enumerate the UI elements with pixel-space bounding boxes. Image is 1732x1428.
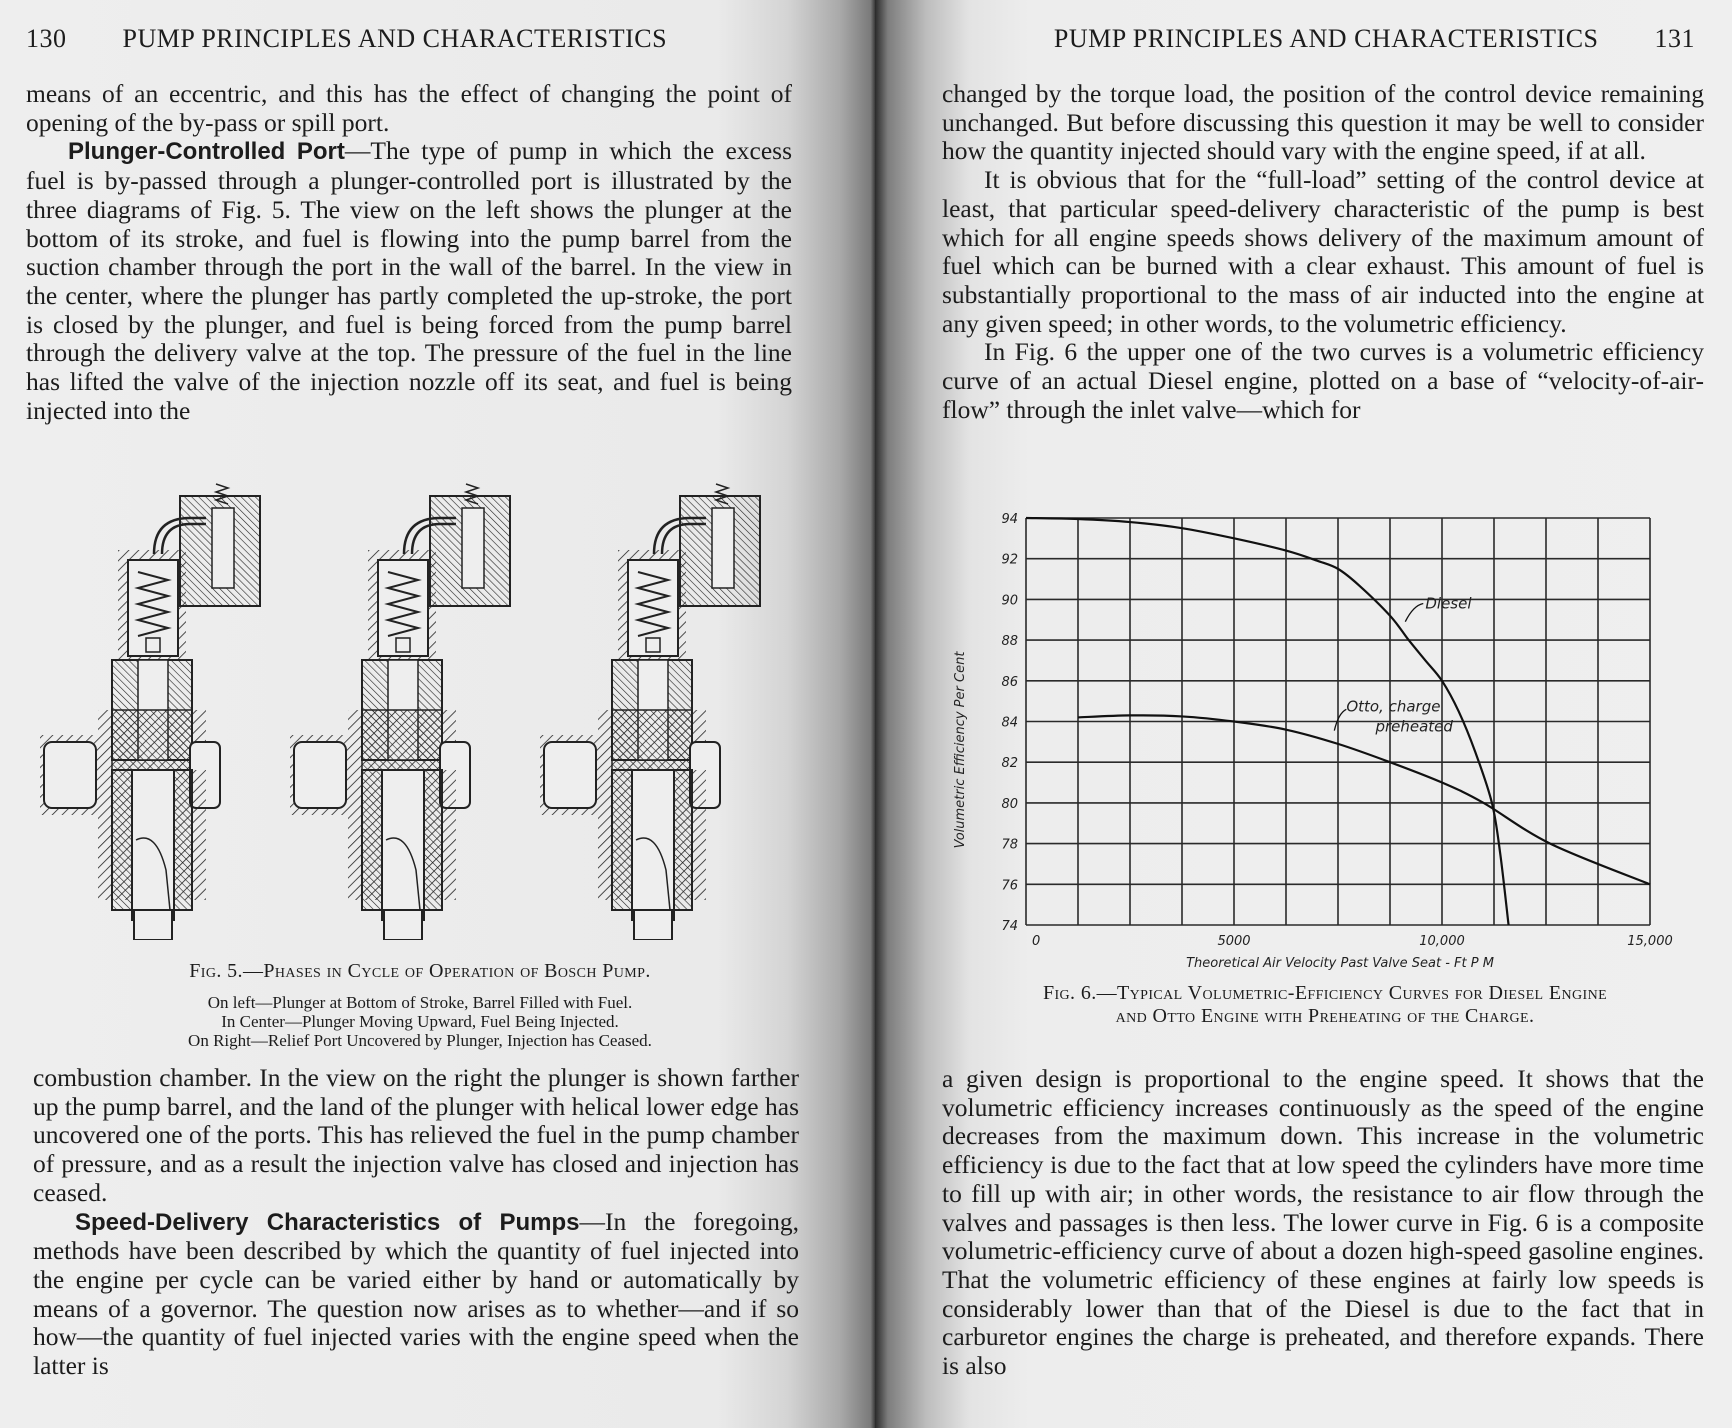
fig6-caption-line2: and Otto Engine with Preheating of the Charge. <box>1115 1005 1535 1027</box>
y-tick-label: 86 <box>1001 674 1018 690</box>
chart-grid <box>1026 518 1650 925</box>
x-tick-label: 10,000 <box>1419 934 1465 949</box>
series-line-otto <box>1078 715 1650 884</box>
paragraph: It is obvious that for the “full-load” setting of the control device at least, that particular speed-delivery characteristic of the pump is best which for all engine speeds shows delivery of the maximum amount of fuel which can be burned with a clear exhaust. This amount of fuel is substantially proportional to the mass of air inducted into the engine at any given speed; in other words, to the volumetric efficiency. <box>942 165 1704 338</box>
paragraph: changed by the torque load, the position of the control device remaining unchanged. But before discussing this question it may be well to consider how the quantity injected should vary with the engine speed, if at all. <box>942 79 1704 166</box>
fig5-caption-line: On left—Plunger at Bottom of Stroke, Barrel Filled with Fuel. <box>207 993 633 1012</box>
y-tick-label: 90 <box>1001 593 1018 609</box>
x-axis-label: Theoretical Air Velocity Past Valve Seat - Ft P M <box>1186 956 1494 971</box>
right-running-head <box>1054 24 1695 54</box>
pump-diagram-left <box>40 484 260 940</box>
fig6-caption <box>935 982 1715 1028</box>
right-text-top <box>942 80 1704 424</box>
paragraph: In Fig. 6 the upper one of the two curves is a volumetric efficiency curve of an actual Diesel engine, plotted on a base of “velocity-of-air-flow” through the inlet valve—which for <box>942 337 1704 424</box>
fig5-caption <box>40 960 800 1050</box>
pump-diagram-center <box>290 484 510 940</box>
fig6-chart <box>940 505 1680 975</box>
pump-diagram-right <box>540 484 760 940</box>
left-page-number: 130 <box>26 24 67 53</box>
y-tick-label: 82 <box>1001 756 1018 772</box>
y-tick-label: 94 <box>1001 512 1018 527</box>
run-in-heading: Plunger-Controlled Port <box>68 138 345 166</box>
y-tick-label: 80 <box>1001 796 1018 812</box>
paragraph: combustion chamber. In the view on the right the plunger is shown farther up the pump barrel, and the land of the plunger with helical lower edge has uncovered one of the ports. This has relieved the fuel in the pump chamber of pressure, and as a result the injection valve has closed and injection has ceased. <box>33 1063 799 1207</box>
fig5-caption-line: In Center—Plunger Moving Upward, Fuel Being Injected. <box>221 1012 619 1031</box>
paragraph: a given design is proportional to the engine speed. It shows that the volumetric efficiency increases continuously as the speed of the engine decreases from the maximum down. This increase in the volumetric efficiency is due to the fact that at low speed the cylinders have more time to fill up with air; in other words, the resistance to air flow through the valves and passages is then less. The lower curve in Fig. 6 is a composite volumetric-efficiency curve of about a dozen high-speed gasoline engines. That the volumetric efficiency of these engines at fairly low speeds is considerably lower than that of the Diesel is due to the fact that in carburetor engines the charge is preheated, and therefore expands. There is also <box>942 1064 1704 1381</box>
run-in-heading: Speed-Delivery Characteristics of Pumps <box>75 1208 580 1236</box>
x-tick-label: 5000 <box>1217 934 1251 949</box>
y-tick-label: 76 <box>1001 878 1018 894</box>
paragraph: Speed-Delivery Characteristics of Pumps—In the foregoing, methods have been described by which the quantity of fuel injected into the engine per cycle can be varied either by hand or automatically by means of a governor. The question now arises as to whether—and if so how—the quantity of fuel injected varies with the engine speed when the latter is <box>33 1206 800 1381</box>
series-label-otto: Otto, charge <box>1346 697 1441 716</box>
left-running-title: PUMP PRINCIPLES AND CHARACTERISTICS <box>122 24 668 53</box>
x-tick-label: 15,000 <box>1627 934 1673 949</box>
y-axis-label: Volumetric Efficiency Per Cent <box>953 651 968 849</box>
diesel-label-leader <box>1405 603 1423 621</box>
y-tick-label: 78 <box>1001 837 1018 853</box>
x-tick-label: 0 <box>1032 934 1041 949</box>
fig5-caption-title: Fig. 5.—Phases in Cycle of Operation of Bosch Pump. <box>189 960 651 982</box>
y-tick-label: 84 <box>1001 715 1018 731</box>
fig6-chart-svg <box>940 505 1680 975</box>
series-label-diesel: Diesel <box>1425 594 1472 613</box>
left-text-top <box>26 80 792 425</box>
y-tick-label: 88 <box>1001 634 1018 650</box>
y-tick-label: 92 <box>1001 552 1018 568</box>
chart-labels <box>953 594 1494 971</box>
fig5-pump-diagrams <box>40 480 800 940</box>
fig6-caption-line1: Fig. 6.—Typical Volumetric-Efficiency Curves for Diesel Engine <box>1042 982 1608 1004</box>
left-text-bottom <box>33 1064 799 1381</box>
otto-label-leader <box>1334 709 1346 730</box>
fig5-caption-line: On Right—Relief Port Uncovered by Plunger, Injection has Ceased. <box>188 1031 652 1050</box>
series-label-otto: preheated <box>1375 717 1453 736</box>
chart-ticks <box>1001 512 1672 949</box>
right-running-title: PUMP PRINCIPLES AND CHARACTERISTICS <box>1053 24 1599 53</box>
right-text-bottom <box>942 1065 1704 1381</box>
paragraph: Plunger-Controlled Port—The type of pump in which the excess fuel is by-passed through a plunger-controlled port is illustrated by the three diagrams of Fig. 5. The view on the left shows the plunger at the bottom of its stroke, and fuel is flowing into the pump barrel from the suction chamber through the port in the wall of the barrel. In the view in the center, where the plunger has partly completed the up-stroke, the port is closed by the plunger, and fuel is being forced from the pump barrel through the delivery valve at the top. The pressure of the fuel in the line has lifted the valve of the injection nozzle off its seat, and fuel is being injected into the <box>26 136 792 425</box>
y-tick-label: 74 <box>1001 919 1018 934</box>
paragraph: means of an eccentric, and this has the effect of changing the point of opening of the by-pass or spill port. <box>26 79 792 137</box>
left-running-head <box>26 24 667 54</box>
right-page-number: 131 <box>1654 24 1695 53</box>
